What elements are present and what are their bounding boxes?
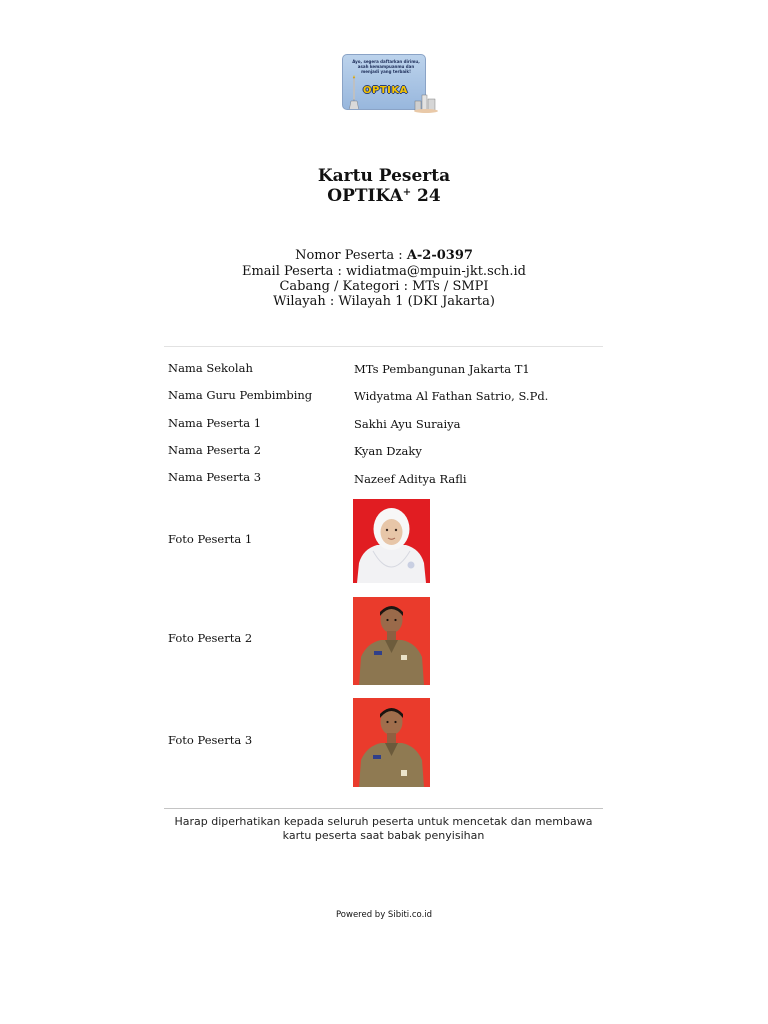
participant-region: Wilayah : Wilayah 1 (DKI Jakarta) [273,294,495,309]
participant-1-label: Nama Peserta 1 [168,416,262,430]
teacher-name-label: Nama Guru Pembimbing [168,388,313,402]
participant-3-value: Nazeef Aditya Rafli [354,472,467,486]
participant-number-value: A-2-0397 [406,248,473,263]
teacher-name-value: Widyatma Al Fathan Satrio, S.Pd. [354,389,549,403]
event-title [0,186,768,206]
photo-1-label: Foto Peserta 1 [168,532,253,546]
divider-bottom [164,808,603,809]
participant-number-label: Nomor Peserta : [295,248,407,263]
print-notice-line-1: Harap diperhatikan kepada seluruh peserta untuk mencetak dan membawa [174,815,593,828]
photo-2-label: Foto Peserta 2 [168,631,253,645]
print-notice [164,815,603,843]
monas-icon [349,75,359,110]
divider-top [164,346,603,347]
photo-3-label: Foto Peserta 3 [168,733,253,747]
participant-email: Email Peserta : widiatma@mpuin-jkt.sch.id [241,264,527,279]
event-year: 24 [411,186,441,206]
participant-2-value: Kyan Dzaky [354,444,422,458]
print-notice-line-2: kartu peserta saat babak penyisihan [282,829,485,842]
participant-1-value: Sakhi Ayu Suraiya [354,417,461,431]
participant-1-photo [353,499,430,583]
optika-logo [341,53,439,113]
participant-2-photo [353,597,430,685]
participant-2-label: Nama Peserta 2 [168,443,262,457]
school-name-label: Nama Sekolah [168,361,253,375]
logo-wordmark: OPTIKA [363,85,408,96]
participant-number-line [0,248,768,264]
card-title: Kartu Peserta [317,166,451,186]
school-name-value: MTs Pembangunan Jakarta T1 [354,362,530,376]
event-name: OPTIKA [327,186,403,206]
city-skyline-icon [413,87,439,113]
powered-by: Powered by Sibiti.co.id [335,910,433,920]
logo-tagline: Ayo, segera daftarkan dirimu, asah kemampuanmu dan menjadi yang terbaik! [352,59,420,74]
participant-3-photo [353,698,430,787]
event-plus: + [402,187,412,198]
participant-category: Cabang / Kategori : MTs / SMPI [279,279,489,294]
participant-3-label: Nama Peserta 3 [168,470,262,484]
